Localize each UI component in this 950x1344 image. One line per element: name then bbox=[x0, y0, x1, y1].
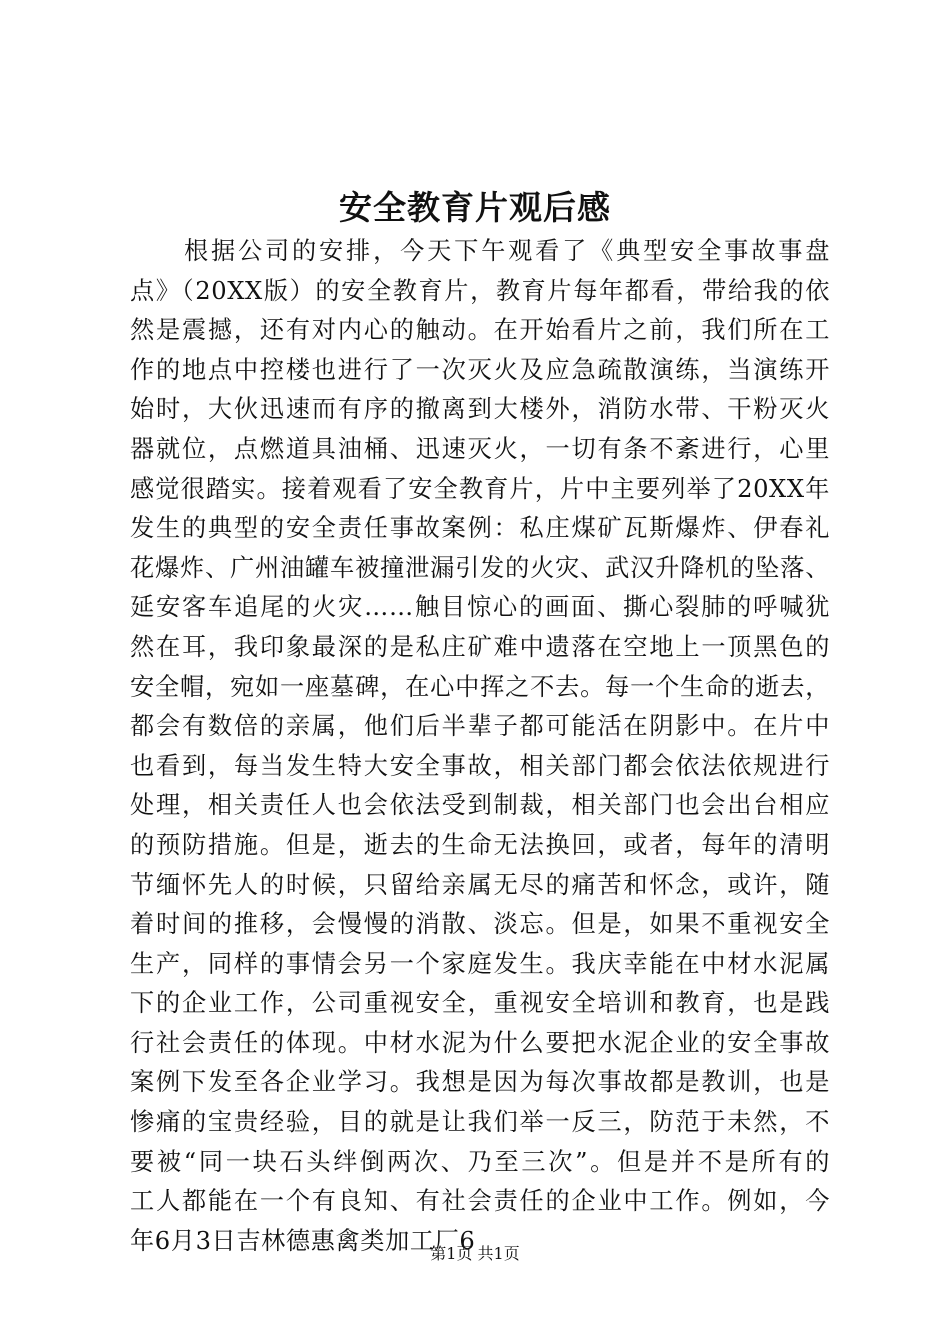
body-line: 然在耳，我印象最深的是私庄矿难中遗落在空地上一顶黑色的 bbox=[130, 632, 830, 661]
body-line: 根据公司的安排，今天下午观看了《典型安全事故事盘 bbox=[184, 237, 830, 265]
body-line: 作的地点中控楼也进行了一次灭火及应急疏散演练，当演练开 bbox=[130, 355, 830, 384]
body-line: 都会有数倍的亲属，他们后半辈子都可能活在阴影中。在片中 bbox=[130, 712, 830, 741]
body-line: 节缅怀先人的时候，只留给亲属无尽的痛苦和怀念，或许，随 bbox=[130, 870, 830, 899]
body-line: 生产，同样的事情会另一个家庭发生。我庆幸能在中材水泥属 bbox=[130, 949, 830, 978]
document-body bbox=[130, 232, 830, 1261]
body-line: 始时，大伙迅速而有序的撤离到大楼外，消防水带、干粉灭火 bbox=[130, 395, 830, 424]
body-line: 工人都能在一个有良知、有社会责任的企业中工作。例如，今 bbox=[130, 1187, 830, 1216]
document-title: 安全教育片观后感 bbox=[339, 188, 611, 227]
body-line: 花爆炸、广州油罐车被撞泄漏引发的火灾、武汉升降机的坠落、 bbox=[130, 553, 830, 582]
body-line: 案例下发至各企业学习。我想是因为每次事故都是教训，也是 bbox=[130, 1068, 830, 1097]
body-line: 处理，相关责任人也会依法受到制裁，相关部门也会出台相应 bbox=[130, 791, 830, 820]
body-line: 延安客车追尾的火灾……触目惊心的画面、撕心裂肺的呼喊犹 bbox=[130, 593, 830, 622]
body-line: 安全帽，宛如一座墓碑，在心中挥之不去。每一个生命的逝去， bbox=[130, 672, 830, 701]
body-line: 然是震撼，还有对内心的触动。在开始看片之前，我们所在工 bbox=[130, 316, 830, 345]
body-line: 发生的典型的安全责任事故案例：私庄煤矿瓦斯爆炸、伊春礼 bbox=[130, 514, 830, 543]
body-line: 年6月3日吉林德惠禽类加工厂6 bbox=[130, 1226, 476, 1255]
body-line: 的预防措施。但是，逝去的生命无法换回，或者，每年的清明 bbox=[130, 830, 830, 859]
body-line: 惨痛的宝贵经验，目的就是让我们举一反三，防范于未然，不 bbox=[130, 1108, 830, 1137]
body-line: 行社会责任的体现。中材水泥为什么要把水泥企业的安全事故 bbox=[130, 1028, 830, 1057]
body-line: 着时间的推移，会慢慢的消散、淡忘。但是，如果不重视安全 bbox=[130, 910, 830, 939]
body-line: 感觉很踏实。接着观看了安全教育片，片中主要列举了20XX年 bbox=[130, 474, 830, 503]
body-line: 也看到，每当发生特大安全事故，相关部门都会依法依规进行 bbox=[130, 751, 830, 780]
page-footer: 第1页 共1页 bbox=[430, 1244, 520, 1263]
body-line: 点》（20XX版）的安全教育片，教育片每年都看，带给我的依 bbox=[130, 276, 830, 305]
body-line: 要被“同一块石头绊倒两次、乃至三次”。但是并不是所有的 bbox=[130, 1147, 830, 1176]
body-line: 下的企业工作，公司重视安全，重视安全培训和教育，也是践 bbox=[130, 989, 830, 1018]
body-line: 器就位，点燃道具油桶、迅速灭火，一切有条不紊进行，心里 bbox=[130, 434, 830, 463]
